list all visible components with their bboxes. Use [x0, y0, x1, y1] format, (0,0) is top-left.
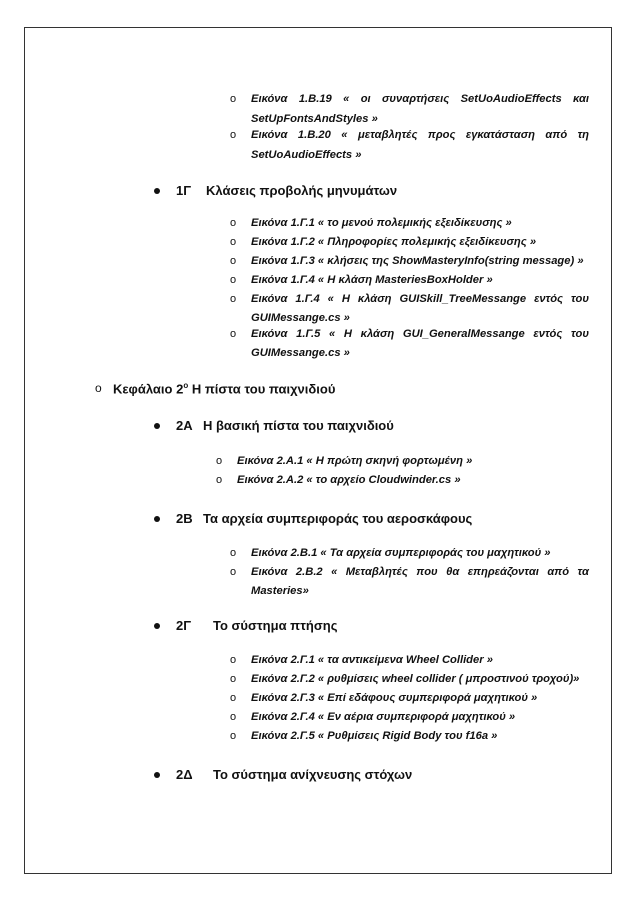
hollow-bullet-icon: o [216, 455, 223, 467]
hollow-bullet-icon: o [230, 547, 237, 559]
hollow-bullet-icon: o [230, 217, 237, 229]
hollow-bullet-icon: o [230, 692, 237, 704]
figure-continuation: GUIMessange.cs » [251, 347, 350, 359]
hollow-bullet-icon: o [230, 673, 237, 685]
hollow-bullet-icon: o [230, 654, 237, 666]
figure-item: o Εικόνα 2.Γ.2 « ρυθμίσεις wheel collider ( μπροστινού τροχού)» [230, 673, 580, 685]
figure-item: o Εικόνα 2.Β.1 « Τα αρχεία συμπεριφοράς του μαχητικού » [230, 547, 551, 559]
filled-bullet-icon [154, 516, 160, 522]
figure-continuation: SetUpFontsAndStyles » [251, 113, 378, 125]
filled-bullet-icon [154, 623, 160, 629]
figure-item: o Εικόνα 2.Γ.4 « Εν αέρια συμπεριφορά μαχητικού » [230, 711, 516, 723]
figure-item: o Εικόνα 1.Β.20 « μεταβλητές προς εγκατάσταση από τη [230, 129, 589, 141]
figure-item: o Εικόνα 1.Γ.2 « Πληροφορίες πολεμικής εξειδίκευσης » [230, 236, 537, 248]
filled-bullet-icon [154, 188, 160, 194]
figure-item: o Εικόνα 2.Γ.1 « τα αντικείμενα Wheel Collider » [230, 654, 493, 666]
filled-bullet-icon [154, 772, 160, 778]
hollow-bullet-icon: o [230, 711, 237, 723]
hollow-bullet-icon: o [230, 328, 237, 340]
hollow-bullet-icon: o [230, 255, 237, 267]
figure-item: o Εικόνα 1.Γ.4 « Η κλάση MasteriesBoxHolder » [230, 274, 493, 286]
hollow-bullet-icon: o [95, 381, 102, 395]
figure-item: o Εικόνα 2.Α.1 « Η πρώτη σκηνή φορτωμένη » [216, 455, 473, 467]
chapter-heading: o Κεφάλαιο $2^o$ Η πίστα του παιχνιδιού [95, 381, 336, 397]
figure-item: o Εικόνα 1.Γ.4 « Η κλάση GUISkill_TreeMessange εντός του [230, 293, 589, 305]
hollow-bullet-icon: o [230, 93, 237, 105]
figure-item: o Εικόνα 2.Γ.3 « Επί εδάφους συμπεριφορά μαχητικού » [230, 692, 538, 704]
hollow-bullet-icon: o [216, 474, 223, 486]
figure-item: o Εικόνα 1.Γ.1 « το μενού πολεμικής εξειδίκευσης » [230, 217, 512, 229]
hollow-bullet-icon: o [230, 236, 237, 248]
hollow-bullet-icon: o [230, 274, 237, 286]
figure-item: o Εικόνα 1.Γ.5 « Η κλάση GUI_GeneralMessange εντός του [230, 328, 589, 340]
filled-bullet-icon [154, 423, 160, 429]
figure-item: o Εικόνα 2.Α.2 « το αρχείο Cloudwinder.cs » [216, 474, 461, 486]
figure-item: o Εικόνα 2.Β.2 « Μεταβλητές που θα επηρεάζονται από τα [230, 566, 589, 578]
hollow-bullet-icon: o [230, 730, 237, 742]
figure-item: o Εικόνα 2.Γ.5 « Ρυθμίσεις Rigid Body του f16a » [230, 730, 498, 742]
figure-continuation: Masteries» [251, 585, 309, 597]
hollow-bullet-icon: o [230, 293, 237, 305]
figure-item: o Εικόνα 1.Β.19 « οι συναρτήσεις SetUoAudioEffects και [230, 93, 589, 105]
figure-continuation: GUIMessange.cs » [251, 312, 350, 324]
hollow-bullet-icon: o [230, 566, 237, 578]
hollow-bullet-icon: o [230, 129, 237, 141]
figure-continuation: SetUoAudioEffects » [251, 149, 362, 161]
figure-item: o Εικόνα 1.Γ.3 « κλήσεις της ShowMasteryInfo(string message) » [230, 255, 584, 267]
